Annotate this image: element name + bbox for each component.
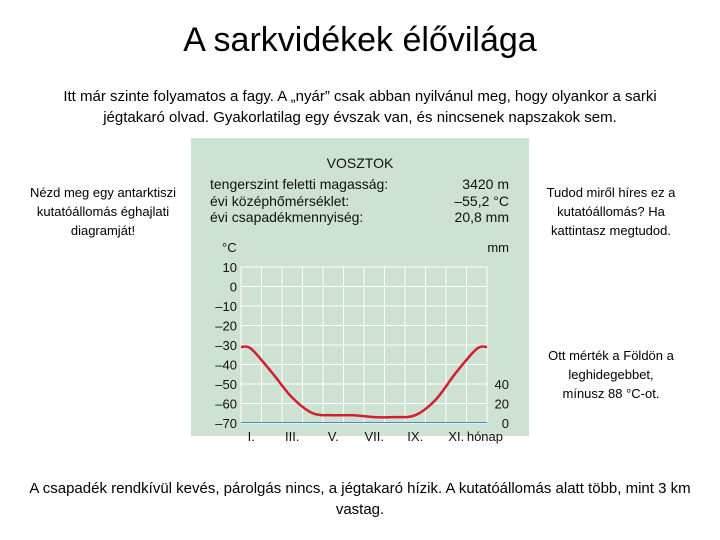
temp-tick-label: –60: [215, 396, 237, 412]
temp-unit-label: °C: [222, 240, 237, 255]
climate-chart: [191, 138, 529, 444]
temp-tick-label: 0: [229, 279, 237, 295]
temp-tick-label: –10: [215, 299, 237, 314]
temp-tick-label: –50: [215, 377, 237, 392]
month-axis-label: hónap: [466, 429, 503, 444]
precip-unit-label: mm: [487, 240, 509, 255]
month-axis: [248, 429, 503, 444]
precip-tick-label: 40: [494, 377, 509, 392]
month-label: XI.: [448, 429, 465, 444]
bottom-text: A csapadék rendkívül kevés, párolgás nincs, a jégtakaró hízik. A kutatóállomás alatt több, mint 3 km vastag.: [29, 480, 691, 518]
left-note: Nézd meg egy antarktiszi kutatóállomás éghajlati diagramját!: [30, 185, 176, 238]
temp-tick-label: –40: [215, 357, 237, 373]
right-top-note[interactable]: Tudod miről híres ez a kutatóállomás? Ha kattintasz megtudod.: [546, 185, 676, 238]
station-name: VOSZTOK: [326, 155, 394, 171]
info-label-altitude: tengerszint feletti magasság:: [210, 176, 389, 192]
precip-tick-label: 20: [494, 396, 509, 412]
info-value-mean-temp: –55,2 °C: [454, 193, 509, 209]
precipitation-series: [241, 422, 487, 423]
climate-diagram: [191, 138, 529, 444]
temp-tick-label: –30: [215, 338, 237, 353]
precip-bar: [241, 422, 262, 423]
precip-bar: [344, 422, 365, 423]
info-label-precip: évi csapadékmennyiség:: [210, 209, 364, 225]
precip-bar: [323, 422, 344, 423]
precip-bar: [282, 422, 303, 423]
temp-tick-label: –20: [215, 318, 237, 334]
info-value-precip: 20,8 mm: [454, 209, 509, 225]
precip-bar: [426, 422, 447, 423]
temp-tick-label: –70: [215, 416, 237, 431]
month-label: I.: [247, 429, 255, 444]
info-label-mean-temp: évi középhőmérséklet:: [210, 193, 350, 209]
precip-bar: [467, 422, 488, 423]
precip-bar: [385, 422, 406, 423]
month-label: III.: [285, 429, 300, 444]
month-label: VII.: [364, 429, 385, 444]
month-label: IX.: [407, 429, 424, 444]
precip-bar: [303, 422, 324, 423]
right-bottom-note: Ott mérték a Földön a leghidegebbet, mínusz 88 °C-ot.: [548, 348, 674, 401]
page-title: A sarkvidékek élővilága: [183, 21, 537, 59]
precip-bar: [262, 422, 283, 423]
precip-bar: [446, 422, 467, 423]
precip-bar: [364, 422, 385, 423]
precip-bar: [405, 422, 426, 423]
month-label: V.: [327, 429, 339, 444]
temp-tick-label: 10: [222, 260, 237, 275]
intro-text: Itt már szinte folyamatos a fagy. A „nyár” csak abban nyilvánul meg, hogy olyankor a sarki jégtakaró olvad. Gyakorlatilag egy évszak van, és nincsenek napszakok sem.: [63, 88, 657, 126]
info-value-altitude: 3420 m: [462, 176, 509, 192]
precip-tick-label: 0: [501, 416, 509, 431]
grid: [241, 267, 487, 423]
